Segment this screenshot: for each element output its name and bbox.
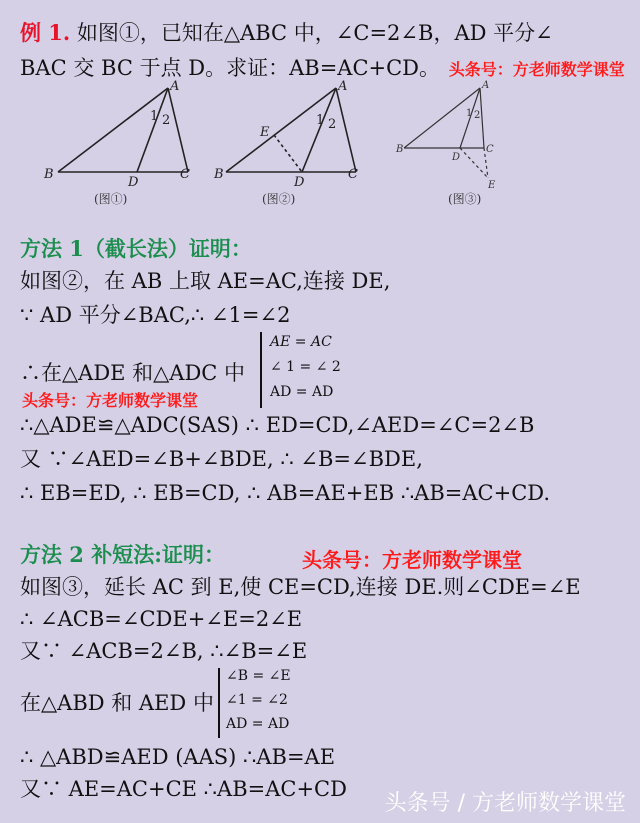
fig3-side-ac	[480, 88, 484, 148]
method1-title: 方法 1（截长法）证明：	[20, 236, 252, 261]
figure-2	[210, 80, 380, 190]
method2-line-6: 又∵ AE=AC+CE ∴AB=AC+CD	[20, 777, 347, 801]
method2-system	[226, 668, 291, 733]
method2-system-row-1: ∠B = ∠E	[226, 668, 291, 684]
method2-title: 方法 2 补短法:证明：	[20, 542, 225, 567]
fig2-label-angle1: 1	[316, 113, 325, 128]
fig3-label-a: A	[482, 80, 490, 91]
fig1-side-ab	[58, 88, 171, 172]
fig1-label-angle2: 2	[162, 113, 171, 128]
fig2-label-e: E	[260, 125, 270, 140]
fig2-label-a: A	[338, 80, 348, 94]
fig3-label-e: E	[488, 180, 496, 190]
method1-system-row-1: AE = AC	[270, 334, 332, 350]
method2-brace	[218, 668, 220, 738]
method1-brace	[260, 332, 262, 408]
fig3-label-d: D	[452, 152, 461, 163]
fig3-label-angle2: 2	[474, 110, 481, 121]
method2-line-3: 又∵ ∠ACB=2∠B, ∴∠B=∠E	[20, 639, 308, 663]
fig3-label-angle1: 1	[466, 108, 473, 119]
fig2-label-angle2: 2	[328, 117, 337, 132]
fig2-label-b: B	[214, 167, 224, 182]
fig1-caption: (图①)	[94, 192, 128, 206]
example-line-1	[20, 20, 553, 46]
fig1-label-d: D	[128, 175, 139, 190]
fig2-segment-de	[274, 135, 302, 172]
method2-line-4: 在△ABD 和 AED 中	[20, 691, 214, 715]
fig2-caption: (图②)	[262, 192, 296, 206]
example-label: 例 1.	[20, 20, 71, 45]
method2-line-1: 如图③，延长 AC 到 E,使 CE=CD,连接 DE.则∠CDE=∠E	[20, 575, 581, 599]
fig1-label-a: A	[170, 80, 180, 94]
method1-line-5: 又 ∵∠AED=∠B+∠BDE, ∴ ∠B=∠BDE,	[20, 447, 423, 471]
method1-line-3: ∴在△ADE 和△ADC 中	[20, 361, 246, 385]
example-line-2	[20, 55, 625, 83]
figure-1	[40, 80, 210, 190]
fig3-caption: (图③)	[448, 192, 482, 206]
method2-system-row-2: ∠1 = ∠2	[226, 692, 288, 708]
method1-system	[270, 333, 341, 401]
method1-line-4: ∴△ADE≌△ADC(SAS) ∴ ED=CD,∠AED=∠C=2∠B	[20, 413, 535, 437]
method2-line-2: ∴ ∠ACB=∠CDE+∠E=2∠E	[20, 607, 303, 631]
method1-line-2: ∵ AD 平分∠BAC,∴ ∠1=∠2	[20, 303, 291, 327]
example-text-2: BAC 交 BC 于点 D。求证：AB=AC+CD。	[20, 56, 441, 80]
fig2-side-ac	[336, 88, 356, 172]
fig1-label-angle1: 1	[150, 109, 159, 124]
watermark-method2: 头条号：方老师数学课堂	[302, 548, 522, 572]
fig1-label-c: C	[180, 167, 190, 182]
example-text-1: 如图①，已知在△ABC 中，∠C=2∠B，AD 平分∠	[76, 21, 553, 45]
fig3-segment-de	[460, 148, 488, 178]
method2-system-row-3: AD = AD	[226, 716, 290, 732]
method1-system-row-3: AD = AD	[270, 384, 334, 400]
method1-system-row-2: ∠ 1 = ∠ 2	[270, 359, 341, 375]
footer-watermark: 头条号 / 方老师数学课堂	[384, 791, 626, 816]
watermark-top: 头条号：方老师数学课堂	[448, 60, 625, 79]
method1-line-1: 如图②，在 AB 上取 AE=AC,连接 DE,	[20, 269, 391, 293]
fig1-side-ac	[168, 88, 188, 172]
fig3-label-c: C	[486, 144, 494, 155]
figure-3	[392, 78, 512, 190]
watermark-middle: 头条号：方老师数学课堂	[22, 391, 199, 410]
fig2-label-d: D	[294, 175, 305, 190]
fig1-label-b: B	[44, 167, 54, 182]
fig2-label-c: C	[348, 167, 358, 182]
method1-line-6: ∴ EB=ED, ∴ EB=CD, ∴ AB=AE+EB ∴AB=AC+CD.	[20, 481, 551, 505]
fig3-label-b: B	[396, 144, 404, 155]
method2-line-5: ∴ △ABD≌AED (AAS) ∴AB=AE	[20, 745, 336, 769]
